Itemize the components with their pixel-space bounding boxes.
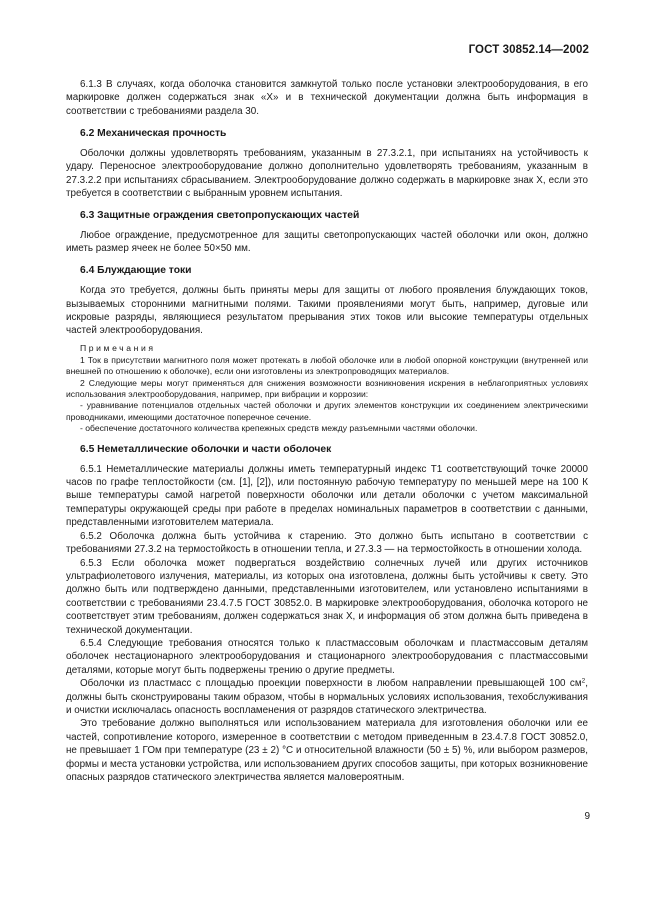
paragraph-6-5-2: 6.5.2 Оболочка должна быть устойчива к старению. Это должно быть испытано в соответствии с требованиями 27.3.2 на термостойкость в отношении тепла, и 27.3.3 — на термостойкость в отношении холода. (66, 530, 588, 556)
paragraph-6-1-3: 6.1.3 В случаях, когда оболочка становится замкнутой только после установки электрооборудования, в его маркировке должен содержаться знак «X» и в технической документации должна быть информация в соответствии с требованиями раздела 30. (66, 79, 588, 117)
note-2: 2 Следующие меры могут применяться для снижения возможности возникновения искрения в неблагоприятных условиях использования электрооборудования, например, при вибрации и коррозии: (66, 377, 588, 399)
paragraph-6-5-4: 6.5.4 Следующие требования относятся только к пластмассовым оболочкам и пластмассовым деталям оболочек нестационарного электрооборудования и стационарного электрооборудования с пластмассовыми деталями, которые могут быть подвержены трению о другие предметы. (66, 637, 588, 676)
paragraph-6-5-3: 6.5.3 Если оболочка может подвергаться воздействию солнечных лучей или других источников ультрафиолетового излучения, материалы, из которых она изготовлена, должны быть устойчивы к свету. Это должно быть или подтверждено данными, представленными изготовителем, или установлено испытаниями в соответствии с требованиями 23.4.7.5 ГОСТ 30852.0. В маркировке электрооборудования, оболочка которого не соответствует этим требованиям, должен содержаться знак X, и информация об этом должна быть приведена в технической документации. (66, 557, 588, 636)
superscript-squared: 2 (581, 677, 586, 685)
document-code: ГОСТ 30852.14—2002 (468, 44, 589, 56)
paragraph-6-5-4-plastics-part-a: Оболочки из пластмасс с площадью проекции поверхности в любом направлении превышающей 100 см (80, 678, 582, 690)
notes-title: Примечания (80, 342, 156, 353)
paragraph-6-5-4-resistance: Это требование должно выполняться или использованием материала для изготовления оболочки или ее частей, сопротивление которого, измеренное в соответствии с методом приведенным в 23.4.7.8 ГОСТ 30852.0, не превышает 1 ГОм при температуре (23 ± 2) °C и относительной влажности (50 ± 5) %, или выбором размеров, формы и места установки устройства, или использованием других способов защиты, при которых возникновение опасных разрядов статического электричества является маловероятным. (66, 718, 588, 783)
heading-6-4: 6.4 Блуждающие токи (80, 265, 192, 277)
note-2-item-a: - уравнивание потенциалов отдельных частей оболочки и других элементов конструкции их соединением электрическими проводниками, имеющими достаточное поперечное сечение. (66, 400, 588, 422)
note-1: 1 Ток в присутствии магнитного поля может протекать в любой оболочке или в любой опорной конструкции (внутренней или внешней по отношению к оболочке), если они изготовлены из электропроводящих материалов. (66, 355, 588, 377)
paragraph-6-5-4-plastics-part-b: , должны быть сконструированы таким образом, чтобы в нормальных условиях использования, техобслуживания и очистки исключалась опасность воспламенения от разрядов статического электричества. (66, 678, 588, 716)
heading-6-2: 6.2 Механическая прочность (80, 127, 227, 139)
page-number: 9 (584, 811, 590, 822)
note-2-item-b: - обеспечение достаточного количества крепежных средств между разъемными частями оболочки. (80, 422, 478, 433)
heading-6-3: 6.3 Защитные ограждения светопропускающих частей (80, 209, 360, 221)
paragraph-6-3: Любое ограждение, предусмотренное для защиты светопропускающих частей оболочки или окон, должно иметь размер ячеек не более 50×50 мм. (66, 229, 588, 255)
paragraph-6-2: Оболочки должны удовлетворять требованиям, указанным в 27.3.2.1, при испытаниях на устойчивость к удару. Переносное электрооборудование должно дополнительно удовлетворять требованиям, указанным в 27.3.2.2 при испытаниях сбрасыванием. Электрооборудование должно содержать в маркировке знак X, если это требуется в соответствии с выбранным уровнем испытания. (66, 147, 588, 199)
paragraph-6-4: Когда это требуется, должны быть приняты меры для защиты от любого проявления блуждающих токов, вызываемых сторонними магнитными полями. Такими проявлениями могут быть, например, дуговые или искровые разряды, являющиеся результатом прерывания этих токов или высокие температуры отдельных частей электрооборудования. (66, 285, 588, 337)
paragraph-6-5-4-plastics (66, 677, 588, 717)
notes-block (66, 343, 588, 434)
paragraph-6-5-1: 6.5.1 Неметаллические материалы должны иметь температурный индекс T1 соответствующий точке 20000 часов по графе теплостойкости (см. [1], [2]), или постоянную рабочую температуру по меньшей мере на 100 К выше температуры самой нагретой поверхности оболочки или детали оболочки с учетом максимальной температуры окружающей среды при работе в пределах номинальных параметров в соответствии с данными, представленными изготовителем материала. (66, 463, 588, 529)
heading-6-5: 6.5 Неметаллические оболочки и части оболочек (80, 443, 332, 455)
document-body (66, 78, 588, 784)
